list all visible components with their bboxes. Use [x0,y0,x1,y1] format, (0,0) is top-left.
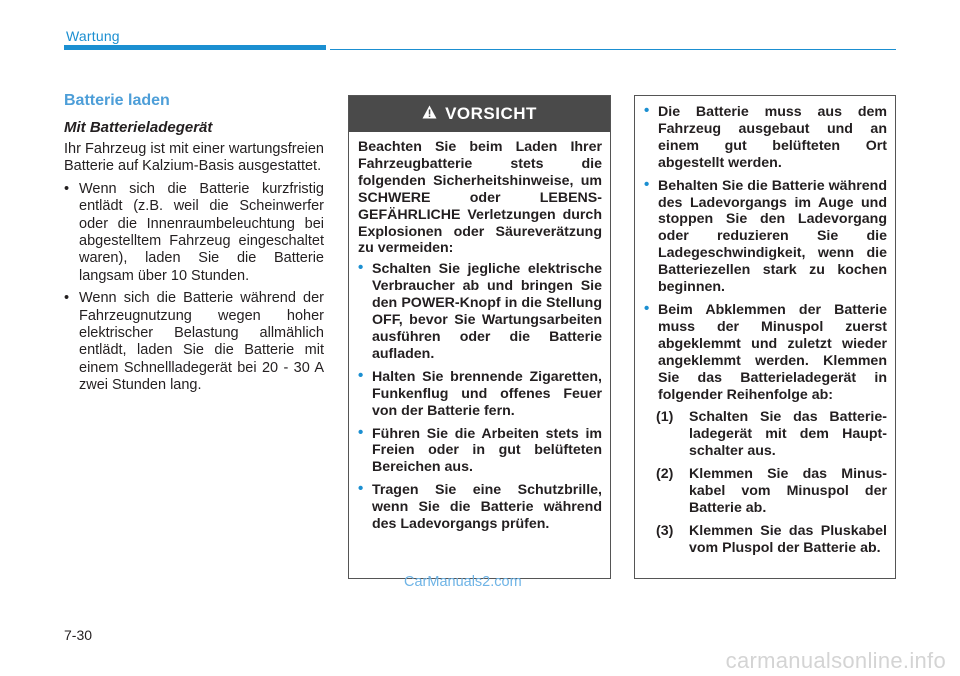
list-item: • Halten Sie brennende Zigaretten, Funkenflug und offenes Feuer von der Batterie fern. [358,366,602,419]
section-title: Batterie laden [64,92,170,109]
list-item: • Wenn sich die Batterie kurzfristig entlädt (z.B. weil die Scheinwerfer oder die Innenraumbeleuchtung bei abgestelltem Fahrzeug eingeschaltet waren), laden Sie die Batterie langsam über 10 Stunden. [64,180,324,284]
caution-title: VORSICHT [445,104,537,123]
subsection-title: Mit Batterieladegerät [64,119,213,136]
numbered-step: (1) Schalten Sie das Batterie-ladegerät mit dem Haupt-schalter aus. [656,409,887,460]
footer-watermark: carmanualsonline.info [725,648,946,673]
page-number: 7-30 [64,627,93,643]
list-item: • Wenn sich die Batterie während der Fahrzeugnutzung wegen hoher elektrischer Belastung allmählich entlädt, laden Sie die Batterie mit einem Schnellladegerät bei 20 - 30 A zwei Stunden lang. [64,290,324,394]
header-rule-thick [64,45,326,50]
numbered-step: (3) Klemmen Sie das Pluskabel vom Pluspol der Batterie ab. [656,522,887,556]
caution-heading [349,96,610,132]
column-battery-charging [64,92,324,400]
warning-triangle-icon [422,104,437,124]
intro-paragraph: Ihr Fahrzeug ist mit einer wartungsfreien Batterie auf Kalzium-Basis ausgestattet. [64,141,324,175]
header-rule-thin [330,49,896,50]
caution-box [348,95,611,579]
section-header-label: Wartung [66,28,120,44]
caution-intro: Beachten Sie beim Laden Ihrer Fahrzeugbatterie stets die folgenden Sicherheitshinweise, um SCHWERE oder LEBENS-GEFÄHRLICHE Verletzungen durch Explosionen oder Säureverätzung zu vermeiden: [358,139,602,257]
list-item: • Führen Sie die Arbeiten stets im Freien oder in gut belüfteten Bereichen aus. [358,423,602,476]
list-item: • Beim Abklemmen der Batterie muss der Minuspol zuerst abgeklemmt und zuletzt wieder angeklemmt werden. Klemmen Sie das Batterieladegerät in folgender Reihenfolge ab: [644,299,887,403]
list-item: • Behalten Sie die Batterie während des Ladevorgangs im Auge und stoppen Sie den Ladevorgang oder reduzieren Sie die Ladegeschwindigkeit, wenn die Batteriezellen stark zu kochen beginnen. [644,175,887,296]
list-item: • Die Batterie muss aus dem Fahrzeug ausgebaut und an einem gut belüfteten Ort abgestellt werden. [644,102,887,171]
watermark-link[interactable]: CarManuals2.com [404,574,522,590]
numbered-step: (2) Klemmen Sie das Minus-kabel vom Minuspol der Batterie ab. [656,466,887,516]
list-item: • Tragen Sie eine Schutzbrille, wenn Sie die Batterie während des Ladevorgangs prüfen. [358,480,602,533]
list-item: • Schalten Sie jegliche elektrische Verbraucher ab und bringen Sie den POWER-Knopf in die Stellung OFF, bevor Sie Wartungsarbeiten ausführen oder die Batterie aufladen. [358,259,602,362]
caution-box-continued [634,95,896,579]
